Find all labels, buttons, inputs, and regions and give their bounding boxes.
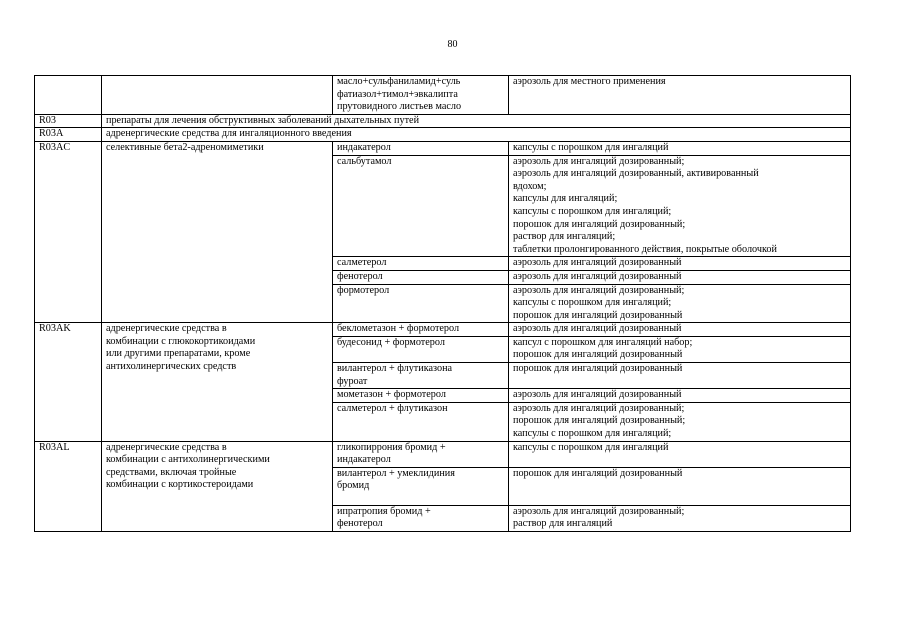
drug-name-cell: беклометазон + формотерол (333, 323, 509, 337)
drug-name-cell: будесонид + формотерол (333, 336, 509, 362)
drug-name-cell: индакатерол (333, 141, 509, 155)
dosage-form-cell: капсулы с порошком для ингаляций (509, 441, 851, 467)
dosage-form-cell: аэрозоль для ингаляций дозированный; раствор для ингаляций (509, 505, 851, 531)
drug-classification-table (34, 75, 851, 532)
atc-code-cell: R03 (35, 114, 102, 128)
section-title-cell: препараты для лечения обструктивных заболеваний дыхательных путей (102, 114, 851, 128)
dosage-form-cell: аэрозоль для ингаляций дозированный; аэрозоль для ингаляций дозированный, активированный вдохом; капсулы для ингаляций; капсулы с порошком для ингаляций; порошок для ингаляций дозированный; раствор для ингаляций; таблетки пролонгированного действия, покрытые оболочкой (509, 155, 851, 257)
table-row (35, 141, 851, 155)
atc-code-cell: R03AC (35, 141, 102, 322)
atc-code-cell: R03AK (35, 323, 102, 441)
table-row (35, 114, 851, 128)
drug-name-cell: фенотерол (333, 270, 509, 284)
page-number: 80 (447, 39, 458, 50)
drug-name-cell: салметерол (333, 257, 509, 271)
dosage-form-cell: аэрозоль для ингаляций дозированный; порошок для ингаляций дозированный; капсулы с порошком для ингаляций; (509, 402, 851, 441)
group-name-cell: адренергические средства в комбинации с глюкокортикоидами или другими препаратами, кроме антихолинергических средств (102, 323, 333, 441)
table-row (35, 128, 851, 142)
atc-code-cell (35, 76, 102, 115)
dosage-form-cell: порошок для ингаляций дозированный (509, 363, 851, 389)
drug-name-cell: сальбутамол (333, 155, 509, 257)
drug-name-cell: формотерол (333, 284, 509, 323)
dosage-form-cell: аэрозоль для местного применения (509, 76, 851, 115)
table-row (35, 441, 851, 467)
drug-name-cell: мометазон + формотерол (333, 389, 509, 403)
dosage-form-cell: аэрозоль для ингаляций дозированный (509, 270, 851, 284)
drug-name-cell: вилантерол + флутиказона фуроат (333, 363, 509, 389)
section-title-cell: адренергические средства для ингаляционного введения (102, 128, 851, 142)
dosage-form-cell: капсул с порошком для ингаляций набор; порошок для ингаляций дозированный (509, 336, 851, 362)
dosage-form-cell: аэрозоль для ингаляций дозированный; капсулы с порошком для ингаляций; порошок для ингаляций дозированный (509, 284, 851, 323)
drug-name-cell: масло+сульфаниламид+суль фатиазол+тимол+эвкалипта прутовидного листьев масло (333, 76, 509, 115)
group-name-cell (102, 76, 333, 115)
dosage-form-cell: капсулы с порошком для ингаляций (509, 141, 851, 155)
drug-name-cell: ипратропия бромид + фенотерол (333, 505, 509, 531)
group-name-cell: селективные бета2-адреномиметики (102, 141, 333, 322)
table-row (35, 76, 851, 115)
atc-code-cell: R03AL (35, 441, 102, 531)
dosage-form-cell: аэрозоль для ингаляций дозированный (509, 389, 851, 403)
drug-name-cell: гликопиррония бромид + индакатерол (333, 441, 509, 467)
dosage-form-cell: аэрозоль для ингаляций дозированный (509, 323, 851, 337)
dosage-form-cell: аэрозоль для ингаляций дозированный (509, 257, 851, 271)
drug-name-cell: салметерол + флутиказон (333, 402, 509, 441)
table-row (35, 323, 851, 337)
atc-code-cell: R03A (35, 128, 102, 142)
dosage-form-cell: порошок для ингаляций дозированный (509, 467, 851, 505)
drug-name-cell: вилантерол + умеклидиния бромид (333, 467, 509, 505)
group-name-cell: адренергические средства в комбинации с антихолинергическими средствами, включая тройные комбинации с кортикостероидами (102, 441, 333, 531)
